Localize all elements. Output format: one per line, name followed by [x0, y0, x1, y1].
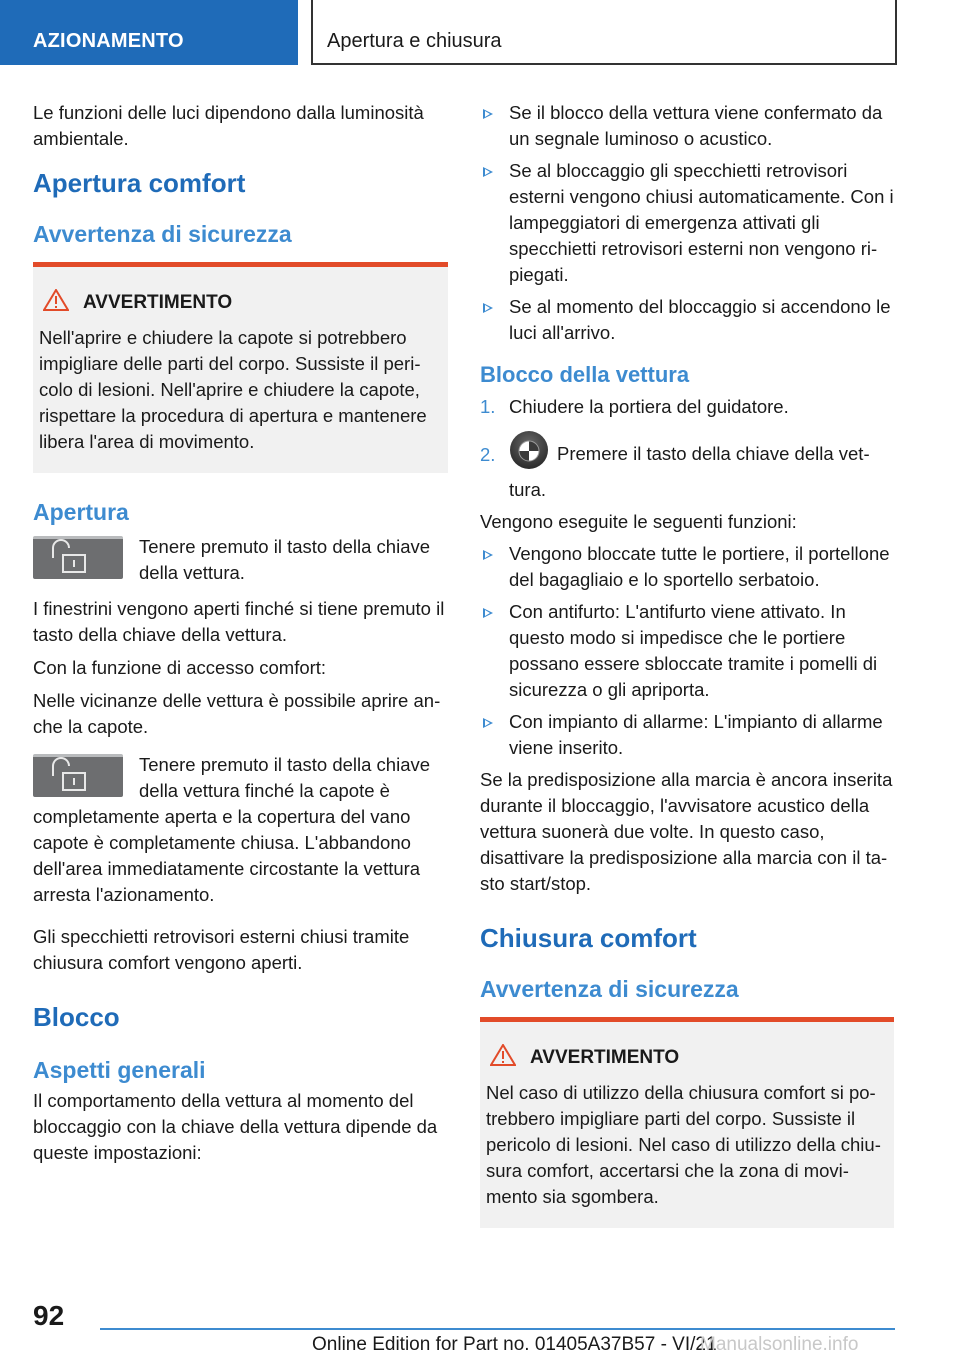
unlock-button-icon: [33, 754, 123, 797]
warning-text: Nel caso di utilizzo della chiusura comfort si potrebbero impigliare parti del corpo. Sussiste il pericolo di lesioni. Nel caso di utilizzo della chiusura comfort, accertarsi che la zona di movimento sia sgombera.: [486, 1082, 881, 1207]
key-button-row: [33, 534, 449, 586]
chapter-tab: [311, 0, 897, 65]
heading-aspetti: Aspetti generali: [33, 1057, 206, 1083]
heading-blocco-vettura: Blocco della vettura: [480, 362, 690, 387]
edition-text: Online Edition for Part no. 01405A37B57 - VI/21: [312, 1334, 717, 1355]
heading-avvertenza-2: Avvertenza di sicurezza: [480, 976, 739, 1002]
heading-blocco: Blocco: [33, 1002, 120, 1032]
chapter-title: Apertura e chiusura: [327, 30, 502, 52]
unlock-button-icon: [33, 536, 123, 579]
paragraph-funzioni: Vengono eseguite le seguenti funzioni:: [480, 511, 797, 532]
list-item: Se al bloccaggio gli specchietti retrovisori esterni vengono chiusi automaticamente. Con i lampeggiatori di emergenza attivati gli specchietti retrovisori esterni non vengono ripiegati.: [480, 158, 895, 288]
intro-text: Le funzioni delle luci dipendono dalla luminosità ambientale.: [33, 102, 424, 149]
right-column: [480, 100, 895, 1228]
warning-box: [480, 1017, 894, 1228]
section-tab: [0, 0, 298, 65]
warning-title: AVVERTIMENTO: [83, 292, 233, 313]
list-item: Con antifurto: L'antifurto viene attivato. In questo modo si impedisce che le portiere possano essere sbloccate tramite i pomelli di sicurezza o gli apriporta.: [480, 599, 895, 703]
list-item: Vengono bloccate tutte le portiere, il portellone del bagagliaio e lo sportello serbatoio.: [480, 541, 895, 593]
page-number: 92: [33, 1300, 65, 1331]
paragraph-specchietti: Gli specchietti retrovisori esterni chiusi tramite chiusura comfort vengono aperti.: [33, 926, 410, 973]
key-instruction-block: [33, 752, 449, 908]
heading-apertura-comfort: Apertura comfort: [33, 168, 246, 198]
heading-apertura: Apertura: [33, 499, 129, 525]
step-number: 1.: [480, 396, 496, 417]
settings-list: [480, 100, 895, 346]
list-item: [480, 430, 895, 503]
list-item: Se al momento del bloccaggio si accendono le luci all'arrivo.: [480, 294, 895, 346]
heading-chiusura-comfort: Chiusura comfort: [480, 923, 697, 953]
step-number: 2.: [480, 444, 496, 465]
step-text: Premere il tasto della chiave della vettura.: [509, 443, 870, 500]
heading-avvertenza: Avvertenza di sicurezza: [33, 221, 292, 247]
paragraph-accesso: Con la funzione di accesso comfort:: [33, 657, 327, 678]
key-instruction-1: Tenere premuto il tasto della chiave della vettura.: [139, 536, 431, 583]
steps-list: [480, 394, 895, 503]
warning-text: Nell'aprire e chiudere la capote si potrebbero impigliare delle parti del corpo. Sussiste il pericolo di lesioni. Nell'aprire e chiudere la capote, rispettare la procedura di apertura e mantenere libera l'area di movimento.: [39, 327, 427, 452]
warning-icon: [486, 1044, 516, 1072]
key-instruction-2: Tenere premuto il tasto della chiave della vettura finché la capote è completamente aperta e la copertura del vano capote è completamente chiusa. L'abbandono dell'area immediatamente circostante la vettura arresta l'azionamento.: [33, 754, 431, 905]
left-column: [33, 100, 449, 1166]
watermark-text: Manualsonline.info: [700, 1334, 859, 1355]
step-text: Chiudere la portiera del guidatore.: [509, 396, 789, 417]
list-item: Con impianto di allarme: L'impianto di allarme viene inserito.: [480, 709, 895, 761]
warning-box: [33, 262, 448, 473]
paragraph-finestrini: I finestrini vengono aperti finché si tiene premuto il tasto della chiave della vettura.: [33, 598, 445, 645]
paragraph-predisposizione: Se la predisposizione alla marcia è ancora inserita durante il bloccaggio, l'avvisatore acustico della vettura suonerà due volte. In questo caso, disattivare la predisposizione alla marcia con il tasto start/stop.: [480, 769, 893, 894]
footer-divider: [100, 1328, 895, 1330]
functions-list: [480, 541, 895, 761]
list-item: [480, 394, 895, 420]
paragraph-capote: Nelle vicinanze delle vettura è possibile aprire anche la capote.: [33, 690, 441, 737]
paragraph-comportamento: Il comportamento della vettura al momento del bloccaggio con la chiave della vettura dipende da queste impostazioni:: [33, 1090, 438, 1163]
bmw-key-button-icon: [509, 430, 549, 477]
warning-icon: [39, 289, 69, 317]
section-title: AZIONAMENTO: [33, 30, 184, 52]
list-item: Se il blocco della vettura viene confermato da un segnale luminoso o acustico.: [480, 100, 895, 152]
warning-title: AVVERTIMENTO: [530, 1047, 680, 1068]
